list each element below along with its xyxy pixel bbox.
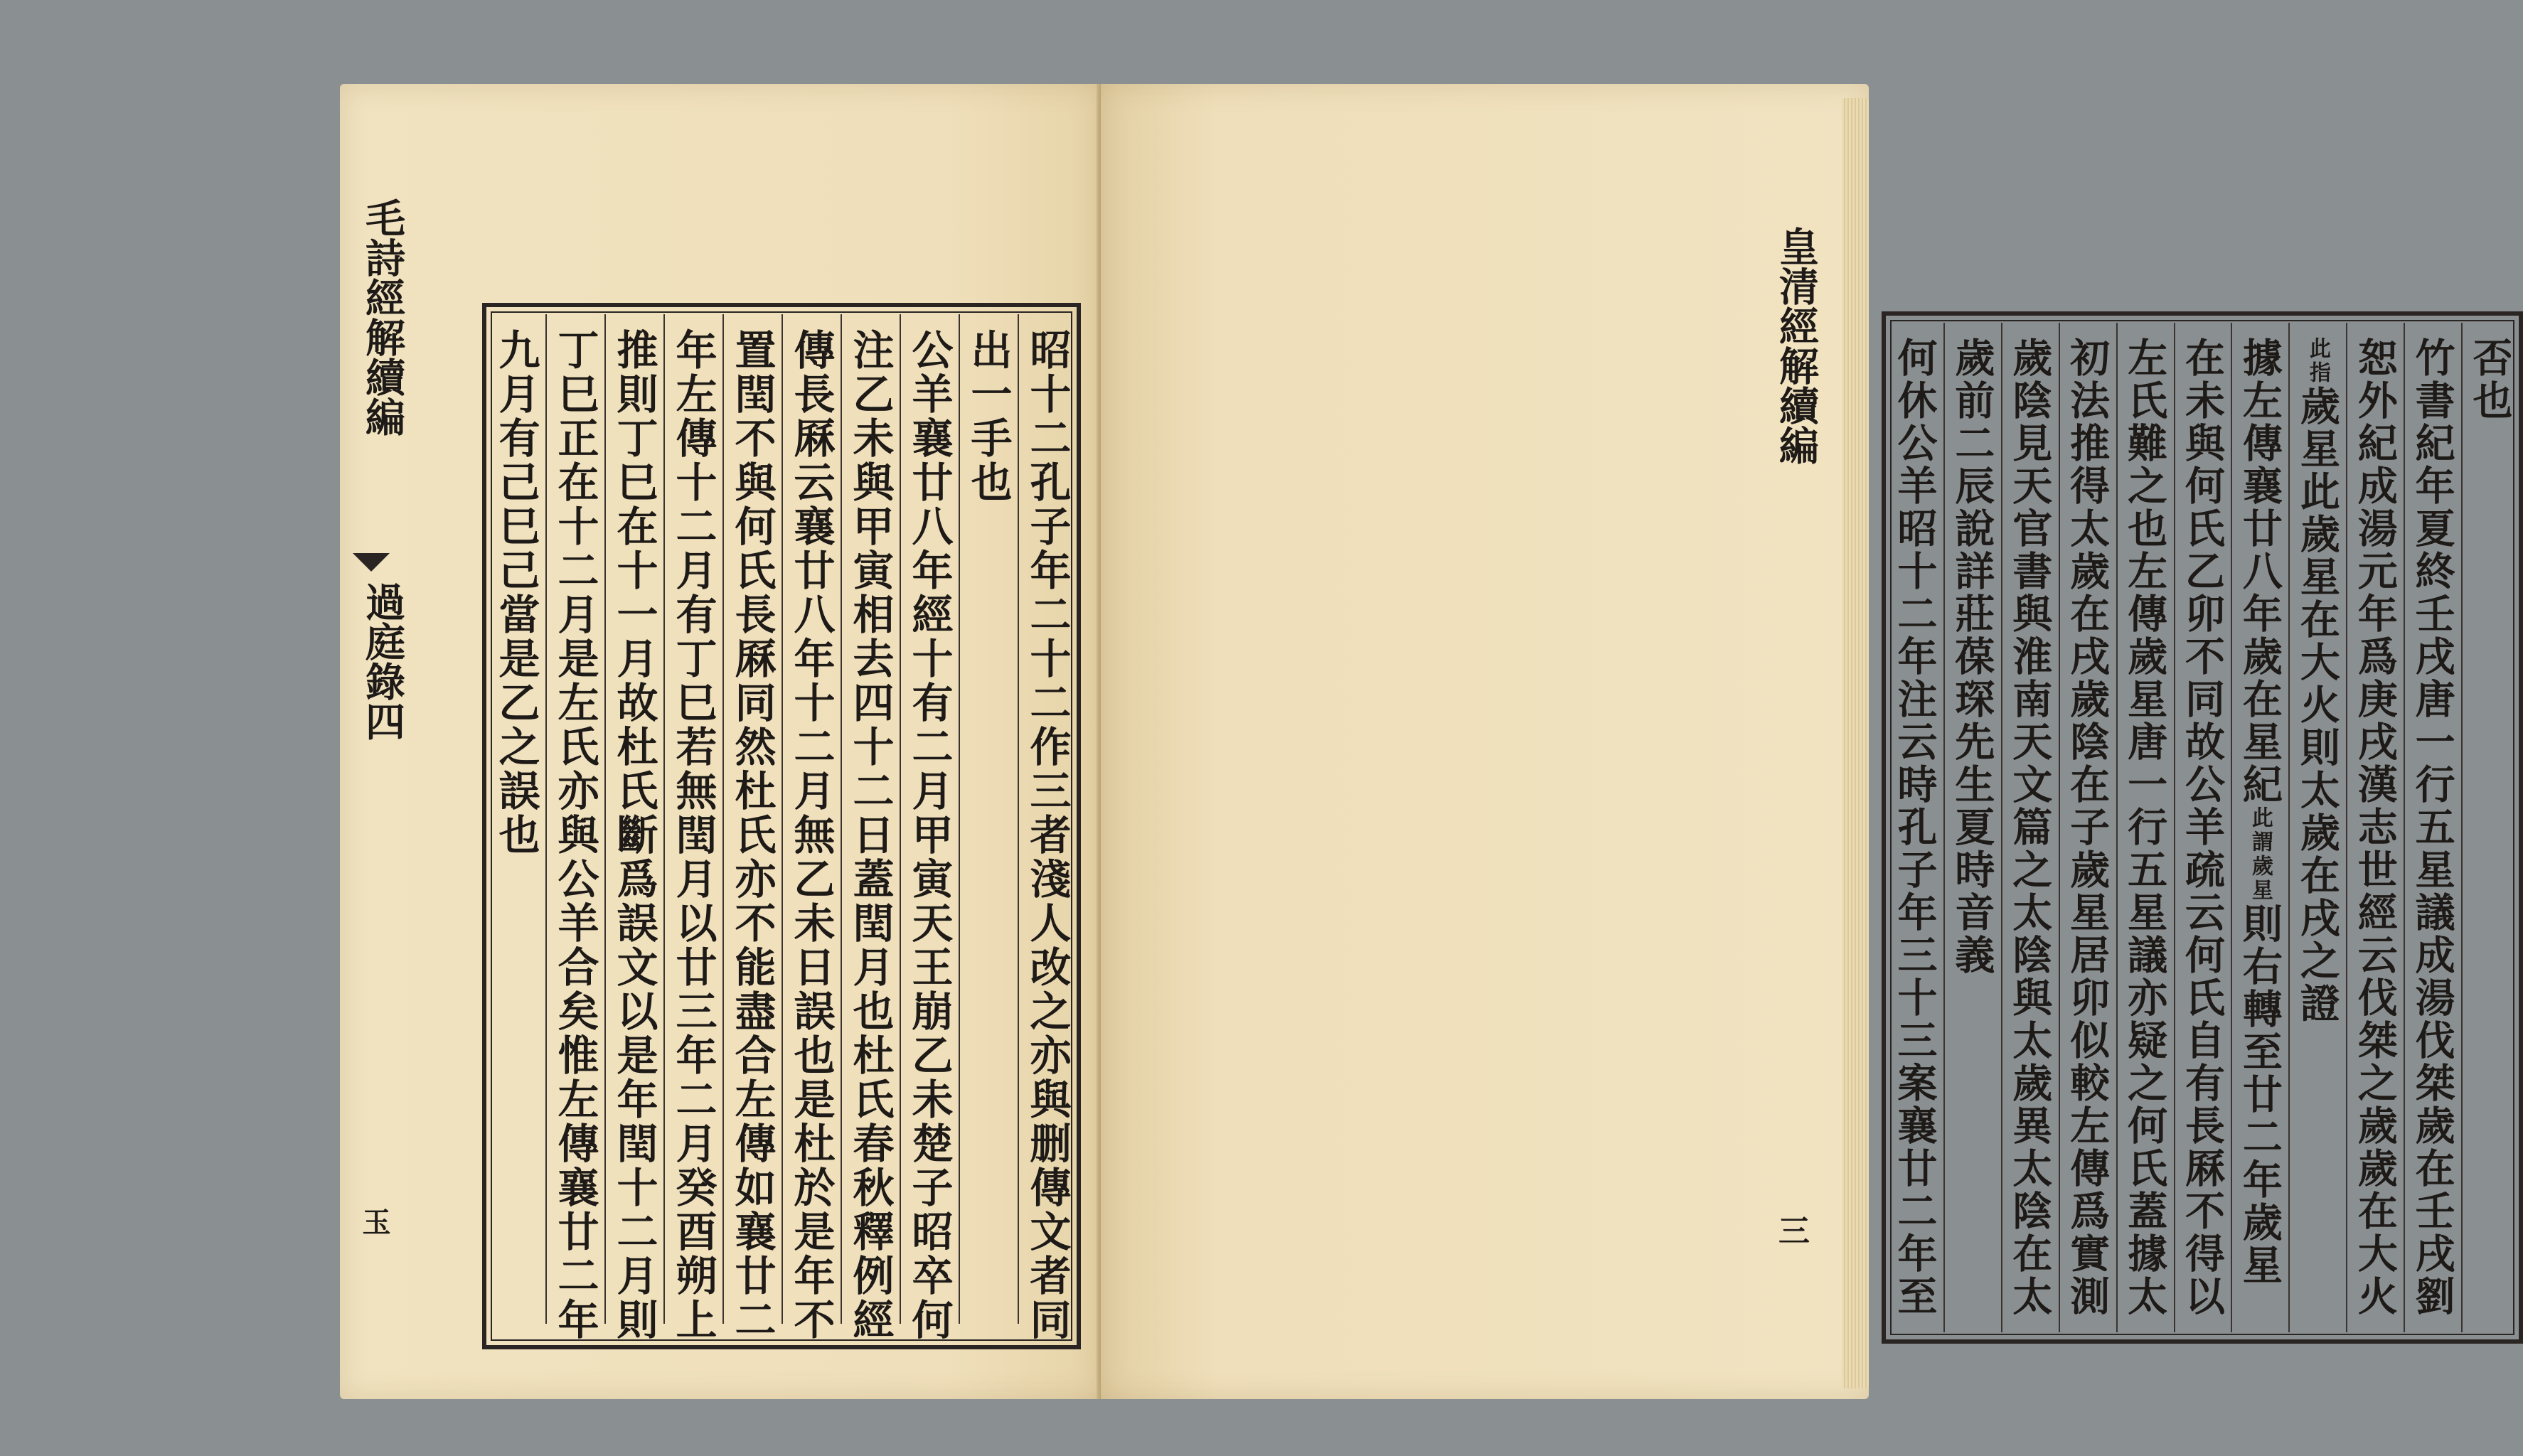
text-column: 年左傳十二月有丁巳若無閏月以廿三年二月癸酉朔上 xyxy=(668,328,718,1342)
interlinear-note: 此謂歲星 xyxy=(2247,806,2273,903)
column-text: 歲星此歲星在大火則太歲在戌之證 xyxy=(2293,385,2341,1025)
text-column xyxy=(2467,337,2514,1332)
left-margin-section: 過庭錄四 xyxy=(359,582,406,741)
text-column xyxy=(2294,337,2341,1332)
column-rule xyxy=(2461,323,2463,1332)
text-column: 丁巳正在十二月是左氏亦與公羊合矣惟左傳襄廿二年 xyxy=(550,328,599,1342)
text-column: 注乙未與甲寅相去四十二日蓋閏月也杜氏春秋釋例經 xyxy=(846,328,895,1342)
column-rule xyxy=(2059,323,2060,1332)
left-margin-title: 毛詩經解續編 xyxy=(359,198,406,437)
column-rule xyxy=(2346,323,2347,1332)
text-column xyxy=(2236,337,2283,1332)
column-rule xyxy=(2288,323,2290,1332)
column-rule xyxy=(663,314,665,1324)
column-rule xyxy=(722,314,724,1324)
column-rule xyxy=(2001,323,2002,1332)
left-page xyxy=(340,84,1101,1399)
text-column: 公羊襄廿八年經十有二月甲寅天王崩乙未楚子昭卒何 xyxy=(905,328,954,1342)
text-column xyxy=(2409,337,2456,1332)
column-text-part: 則右轉至廿二年歲星 xyxy=(2236,903,2283,1287)
column-text: 何休公羊昭十二年注云時孔子年三十三案襄廿二年至 xyxy=(1891,337,1938,1318)
text-column xyxy=(1891,337,1938,1332)
text-column xyxy=(2006,337,2053,1332)
right-text-frame xyxy=(1882,311,2523,1344)
column-rule xyxy=(1018,314,1019,1324)
column-text-part: 據左傳襄廿八年歲在星紀 xyxy=(2236,337,2283,806)
fishtail-mark xyxy=(353,553,390,572)
column-rule xyxy=(2174,323,2175,1332)
text-column xyxy=(2352,337,2399,1332)
column-rule xyxy=(2404,323,2405,1332)
column-rule xyxy=(841,314,842,1324)
column-text: 在未與何氏乙卯不同故公羊疏云何氏自有長厤不得以 xyxy=(2179,337,2226,1318)
text-column xyxy=(1948,337,1995,1332)
right-margin-title: 皇清經解續編 xyxy=(1773,226,1820,465)
column-rule xyxy=(959,314,960,1324)
column-text: 初法推得太歲在戌歲陰在子歲星居卯似較左傳爲實測 xyxy=(2064,337,2111,1318)
text-column: 置閏不與何氏長厤同然杜氏亦不能盡合左傳如襄廿二 xyxy=(727,328,777,1342)
open-book xyxy=(340,84,2514,1399)
text-column xyxy=(2064,337,2111,1332)
right-margin-page-number: 三 xyxy=(1773,1214,1809,1246)
column-rule xyxy=(2116,323,2118,1332)
page-edges xyxy=(1842,98,1869,1388)
text-column: 出一手也 xyxy=(964,328,1013,505)
column-text: 左氏難之也左傳歲星唐一行五星議亦疑之何氏蓋據太 xyxy=(2121,337,2169,1318)
interlinear-note: 此指 xyxy=(2305,337,2330,385)
column-rule xyxy=(900,314,901,1324)
column-text: 歲前二辰說詳莊葆琛先生夏時音義 xyxy=(1948,337,1996,977)
column-rule xyxy=(2231,323,2232,1332)
column-text: 歲陰見天官書與淮南天文篇之太陰與太歲異太陰在太 xyxy=(2006,337,2054,1318)
text-column: 推則丁巳在十一月故杜氏斷爲誤文以是年閏十二月則 xyxy=(609,328,658,1342)
left-text-frame xyxy=(482,303,1081,1349)
text-column: 九月有己巳己當是乙之誤也 xyxy=(491,328,540,857)
column-text: 竹書紀年夏終壬戌唐一行五星議成湯伐桀歲在壬戌劉 xyxy=(2409,337,2456,1318)
text-column: 昭十二孔子年二十二作三者淺人改之亦與删傳文者同 xyxy=(1023,328,1072,1342)
column-text: 恕外紀成湯元年爲庚戌漢志世經云伐桀之歲歲在大火 xyxy=(2351,337,2399,1318)
left-margin-page-number: 玉 xyxy=(358,1207,391,1236)
column-text: 否也 xyxy=(2466,337,2514,422)
column-rule xyxy=(545,314,547,1324)
column-rule xyxy=(1943,323,1945,1332)
text-column xyxy=(2121,337,2168,1332)
text-column: 傳長厤云襄廿八年十二月無乙未日誤也是杜於是年不 xyxy=(786,328,836,1342)
column-rule xyxy=(782,314,783,1324)
text-column xyxy=(2179,337,2226,1332)
right-page xyxy=(1101,84,2514,1399)
column-rule xyxy=(604,314,606,1324)
